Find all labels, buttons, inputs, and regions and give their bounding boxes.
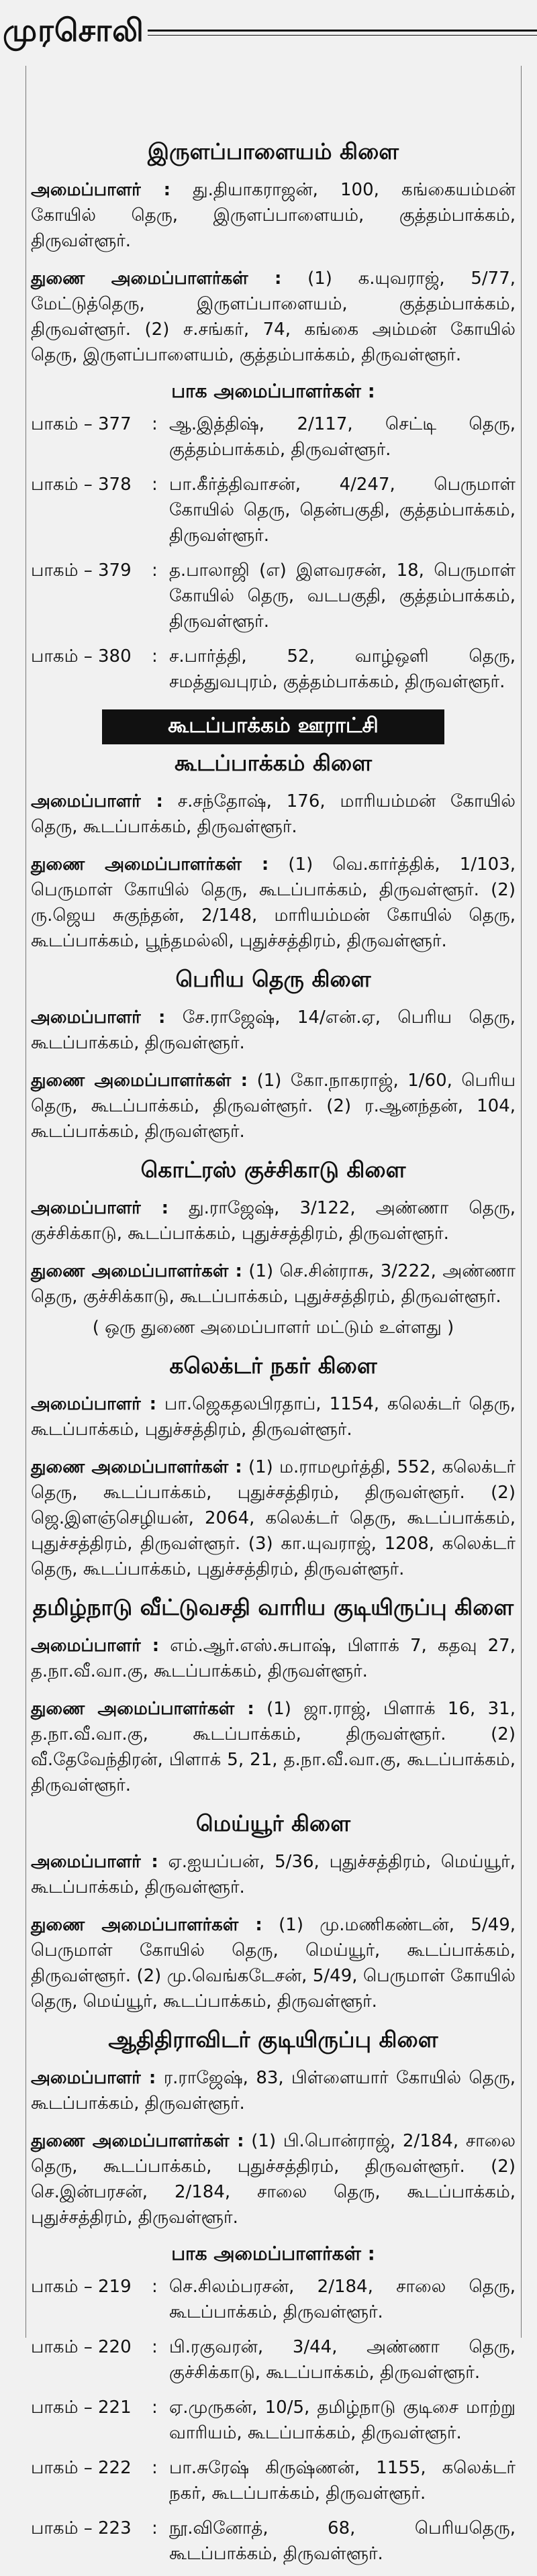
officer-details: ச.சந்தோஷ், 176, மாரியம்மன் கோயில் தெரு, கூடப்பாக்கம், திருவள்ளூர்.: [31, 791, 516, 837]
role-label: துணை அமைப்பாளர்கள் :: [31, 854, 269, 875]
officer-paragraph: [31, 1005, 516, 1056]
role-label: துணை அமைப்பாளர்கள் :: [31, 1699, 254, 1719]
officer-paragraph: [31, 266, 516, 368]
officer-paragraph: [31, 2128, 516, 2230]
branch-heading: தமிழ்நாடு வீட்டுவசதி வாரிய குடியிருப்பு கிளை: [32, 1594, 514, 1620]
booth-number: பாகம் – 223: [31, 2518, 132, 2538]
officer-paragraph: [31, 1633, 516, 1684]
branch-heading: கொட்ரஸ் குச்சிகாடு கிளை: [140, 1156, 406, 1183]
masthead-rule-thin: [148, 35, 537, 36]
officer-paragraph: [31, 1912, 516, 2014]
officer-details: பா.ஜெகதலபிரதாப், 1154, கலெக்டர் தெரு, கூடப்பாக்கம், புதுச்சத்திரம், திருவள்ளூர்.: [31, 1394, 516, 1440]
newspaper-name: முரசொலி: [3, 12, 144, 48]
panchayat-band: கூடப்பாக்கம் ஊராட்சி: [102, 709, 444, 744]
separator: :: [152, 560, 158, 581]
role-label: அமைப்பாளர் :: [31, 1394, 156, 1414]
role-label: துணை அமைப்பாளர்கள் :: [31, 1915, 262, 1935]
branch-heading: ஆதிதிராவிடர் குடியிருப்பு கிளை: [108, 2026, 438, 2052]
booth-number: பாகம் – 221: [31, 2397, 132, 2418]
article-column: [31, 67, 516, 2576]
separator: :: [152, 646, 158, 666]
officer-details: ர.ராஜேஷ், 83, பிள்ளையார் கோயில் தெரு, கூடப்பாக்கம், திருவள்ளூர்.: [31, 2068, 516, 2114]
role-label: அமைப்பாளர் :: [31, 180, 171, 200]
role-label: துணை அமைப்பாளர்கள் :: [31, 1457, 242, 1477]
separator: :: [152, 414, 158, 434]
branch-heading: கூடப்பாக்கம் கிளை: [174, 750, 373, 776]
separator: :: [152, 2518, 158, 2538]
booth-row: [31, 2395, 516, 2446]
officer-details: (1) பி.பொன்ராஜ், 2/184, சாலை தெரு, கூடப்பாக்கம், புதுச்சத்திரம், திருவள்ளூர். (2) செ.இன்பரசன், 2/184, சாலை தெரு, கூடப்பாக்கம், புதுச்சத்திரம், திருவள்ளூர்.: [31, 2131, 516, 2228]
booth-row: [31, 558, 516, 634]
booth-organiser: ச.பார்த்தி, 52, வாழ்ஒளி தெரு, சமத்துவபுரம், குத்தம்பாக்கம், திருவள்ளூர்.: [169, 646, 516, 692]
officer-details: (1) ஜா.ராஜ், பிளாக் 16, 31, த.நா.வீ.வா.கு, கூடப்பாக்கம், திருவள்ளூர். (2) வீ.தேவேந்திரன், பிளாக் 5, 21, த.நா.வீ.வா.கு, கூடப்பாக்கம், திருவள்ளூர்.: [31, 1699, 516, 1795]
booth-number: பாகம் – 219: [31, 2277, 132, 2297]
booth-organiser: செ.சிலம்பரசன், 2/184, சாலை தெரு, கூடப்பாக்கம், திருவள்ளூர்.: [169, 2277, 516, 2322]
officer-details: (1) ம.ராமமூர்த்தி, 552, கலெக்டர் தெரு, கூடப்பாக்கம், புதுச்சத்திரம், திருவள்ளூர். (2) ஜெ.இளஞ்செழியன், 2064, கலெக்டர் தெரு, கூடப்பாக்கம், புதுச்சத்திரம், திருவள்ளூர். (3) கா.யுவராஜ், 1208, கலெக்டர் தெரு, கூடப்பாக்கம், புதுச்சத்திரம், திருவள்ளூர்.: [31, 1457, 516, 1579]
adjacent-column-right-fragment: [525, 67, 537, 2336]
officer-details: ஏ.ஐயப்பன், 5/36, புதுச்சத்திரம், மெய்யூர், கூடப்பாக்கம், திருவள்ளூர்.: [31, 1852, 516, 1897]
officer-paragraph: [31, 1454, 516, 1582]
booth-row: [31, 472, 516, 548]
booth-number: பாகம் – 380: [31, 646, 132, 666]
officer-details: (1) செ.சின்ராசு, 3/222, அண்ணா தெரு, குச்சிக்காடு, கூடப்பாக்கம், புதுச்சத்திரம், திருவள்ளூர்.: [31, 1261, 516, 1307]
role-label: துணை அமைப்பாளர்கள் :: [31, 1071, 248, 1091]
officer-details: சே.ராஜேஷ், 14/என்.ஏ, பெரிய தெரு, கூடப்பாக்கம், திருவள்ளூர்.: [31, 1007, 516, 1053]
column-divider-right: [521, 66, 522, 2338]
separator: :: [152, 2458, 158, 2478]
role-label: துணை அமைப்பாளர்கள் :: [31, 2131, 244, 2151]
branch-heading: இருளப்பாளையம் கிளை: [147, 138, 399, 164]
role-label: துணை அமைப்பாளர்கள் :: [31, 268, 282, 289]
role-label: அமைப்பாளர் :: [31, 1198, 168, 1218]
branch-heading: பெரிய தெரு கிளை: [175, 966, 371, 992]
masthead: [0, 0, 537, 64]
booth-row: [31, 2274, 516, 2325]
masthead-rule: [148, 30, 537, 32]
booth-row: [31, 644, 516, 695]
separator: :: [152, 2277, 158, 2297]
booth-organiser: பா.சுரேஷ் கிருஷ்ணன், 1155, கலெக்டர் நகர், கூடப்பாக்கம், திருவள்ளூர்.: [169, 2458, 516, 2504]
officer-details: (1) க.யுவராஜ், 5/77, மேட்டுத்தெரு, இருளப்பாளையம், குத்தம்பாக்கம், திருவள்ளூர். (2) ச.சங்கர், 74, கங்கை அம்மன் கோயில் தெரு, இருளப்பாளையம், குத்தம்பாக்கம், திருவள்ளூர்.: [31, 268, 516, 365]
booth-row: [31, 2516, 516, 2567]
role-label: அமைப்பாளர் :: [31, 791, 163, 811]
officer-details: (1) கோ.நாகராஜ், 1/60, பெரிய தெரு, கூடப்பாக்கம், திருவள்ளூர். (2) ர.ஆனந்தன், 104, கூடப்பாக்கம், திருவள்ளூர்.: [31, 1071, 516, 1142]
booth-number: பாகம் – 377: [31, 414, 132, 434]
role-label: அமைப்பாளர் :: [31, 1636, 160, 1656]
officer-details: து.ராஜேஷ், 3/122, அண்ணா தெரு, குச்சிக்காடு, கூடப்பாக்கம், புதுச்சத்திரம், திருவள்ளூர்.: [31, 1198, 516, 1244]
officer-paragraph: [31, 852, 516, 954]
separator: :: [152, 475, 158, 495]
booth-organiser: த.பாலாஜி (எ) இளவரசன், 18, பெருமாள் கோயில் தெரு, வடபகுதி, குத்தம்பாக்கம், திருவள்ளூர்.: [169, 560, 516, 632]
booth-row: [31, 2455, 516, 2506]
booth-organiser: ஏ.முருகன், 10/5, தமிழ்நாடு குடிசை மாற்று வாரியம், கூடப்பாக்கம், திருவள்ளூர்.: [169, 2397, 516, 2443]
officer-paragraph: [31, 1849, 516, 1900]
booth-organiser: ஆ.இத்திஷ், 2/117, செட்டி தெரு, குத்தம்பாக்கம், திருவள்ளூர்.: [169, 414, 516, 460]
officer-paragraph: [31, 1195, 516, 1246]
officer-details: (1) மு.மணிகண்டன், 5/49, பெருமாள் கோயில் தெரு, மெய்யூர், கூடப்பாக்கம், திருவள்ளூர். (2) மு.வெங்கடேசன், 5/49, பெருமாள் கோயில் தெரு, மெய்யூர், கூடப்பாக்கம், திருவள்ளூர்.: [31, 1915, 516, 2012]
booth-organiser: பி.ரகுவரன், 3/44, அண்ணா தெரு, குச்சிக்காடு, கூடப்பாக்கம், திருவள்ளூர்.: [169, 2337, 516, 2383]
booth-number: பாகம் – 222: [31, 2458, 132, 2478]
officer-paragraph: [31, 789, 516, 840]
booth-row: [31, 2334, 516, 2385]
booth-row: [31, 411, 516, 462]
role-label: துணை அமைப்பாளர்கள் :: [31, 1261, 242, 1281]
officer-paragraph: [31, 177, 516, 254]
officer-details: எம்.ஆர்.எஸ்.சுபாஷ், பிளாக் 7, கதவு 27, த.நா.வீ.வா.கு, கூடப்பாக்கம், திருவள்ளூர்.: [31, 1636, 516, 1681]
booth-number: பாகம் – 378: [31, 475, 132, 495]
officer-details: (1) வெ.கார்த்திக், 1/103, பெருமாள் கோயில் தெரு, கூடப்பாக்கம், திருவள்ளூர். (2) ரு.ஜெய சுகுந்தன், 2/148, மாரியம்மன் கோயில் தெரு, கூடப்பாக்கம், பூந்தமல்லி, புதுச்சத்திரம், திருவள்ளூர்.: [31, 854, 516, 951]
officer-details: து.தியாகராஜன், 100, கங்கையம்மன் கோயில் தெரு, இருளப்பாளையம், குத்தம்பாக்கம், திருவள்ளூர்.: [31, 180, 516, 251]
officer-paragraph: [31, 1391, 516, 1442]
booth-organiser: நூ.வினோத், 68, பெரியதெரு, கூடப்பாக்கம், திருவள்ளூர்.: [169, 2518, 516, 2564]
booth-number: பாகம் – 379: [31, 560, 132, 581]
role-label: அமைப்பாளர் :: [31, 2068, 156, 2088]
officer-paragraph: [31, 1258, 516, 1309]
officer-paragraph: [31, 1696, 516, 1798]
branch-heading: கலெக்டர் நகர் கிளை: [169, 1352, 377, 1379]
role-label: அமைப்பாளர் :: [31, 1007, 166, 1028]
separator: :: [152, 2397, 158, 2418]
booth-organisers-heading: பாக அமைப்பாளர்கள் :: [171, 2242, 375, 2265]
note: ( ஒரு துணை அமைப்பாளர் மட்டும் உள்ளது ): [92, 1318, 454, 1338]
officer-paragraph: [31, 2065, 516, 2116]
booth-organisers-heading: பாக அமைப்பாளர்கள் :: [171, 380, 375, 402]
role-label: அமைப்பாளர் :: [31, 1852, 158, 1872]
branch-heading: மெய்யூர் கிளை: [195, 1810, 351, 1836]
separator: :: [152, 2337, 158, 2357]
booth-number: பாகம் – 220: [31, 2337, 132, 2357]
adjacent-column-left-fragment: [0, 67, 20, 2336]
booth-organiser: பா.கீர்த்திவாசன், 4/247, பெருமாள் கோயில் தெரு, தென்பகுதி, குத்தம்பாக்கம், திருவள்ளூர்.: [169, 475, 516, 546]
officer-paragraph: [31, 1068, 516, 1144]
